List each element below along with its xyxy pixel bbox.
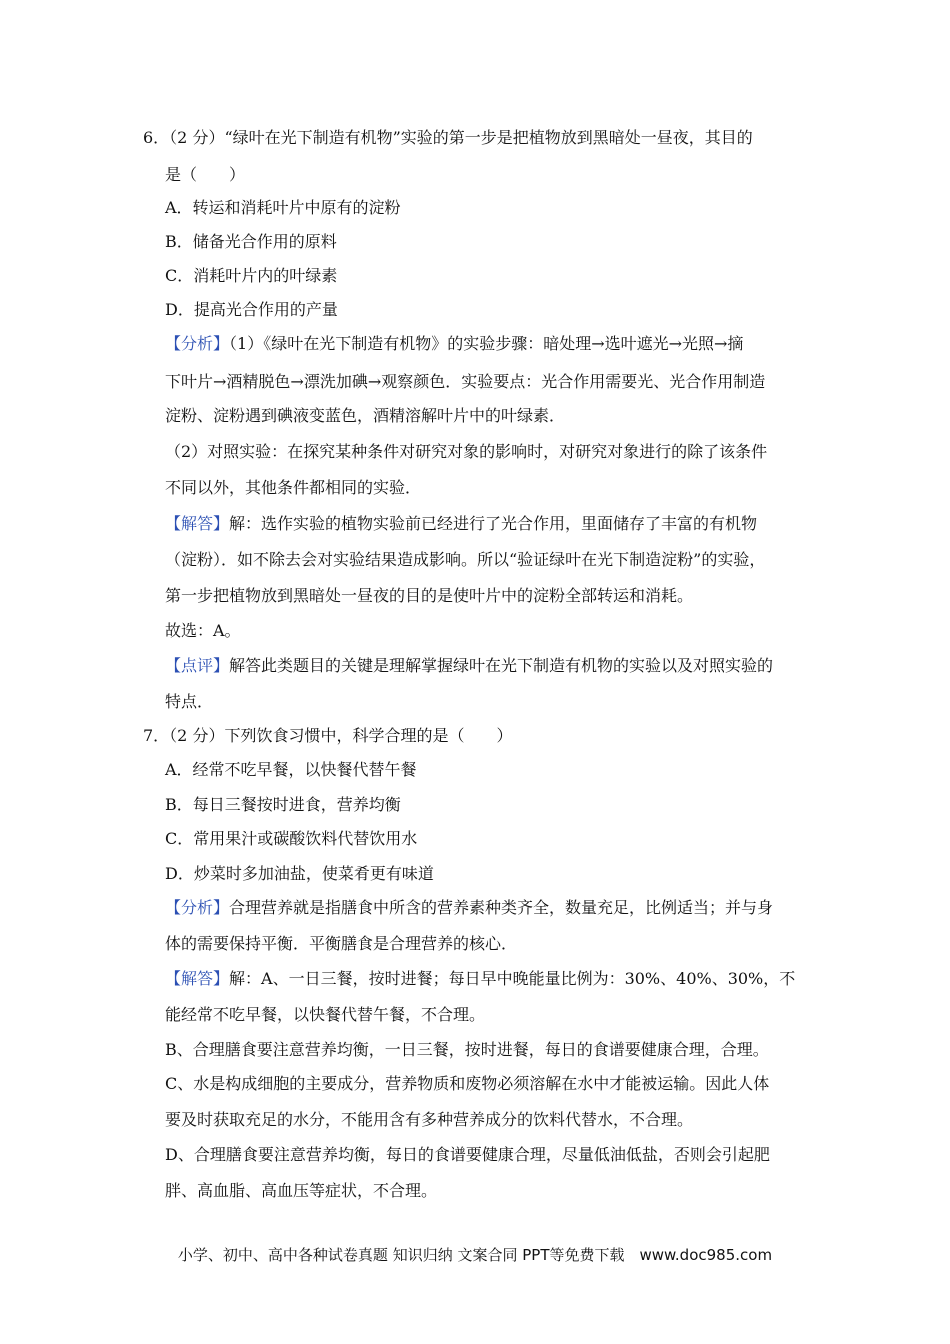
answer-tag: 【解答】 [165,969,230,988]
comment-text: 解答此类题目的关键是理解掌握绿叶在光下制造有机物的实验以及对照实验的 [229,656,774,675]
q7-answer-line3: B、合理膳食要注意营养均衡，一日三餐，按时进餐，每日的食谱要健康合理，合理。 [165,1040,769,1059]
q7-answer-line4: C、水是构成细胞的主要成分，营养物质和废物必须溶解在水中才能被运输。因此人体 [165,1074,770,1093]
analysis-tag: 【分析】 [165,898,230,917]
q7-option-b: B．每日三餐按时进食，营养均衡 [165,795,401,814]
answer-text: 解：A、一日三餐，按时进餐；每日早中晚能量比例为：30%、40%、30%，不 [229,969,796,988]
analysis-text: 合理营养就是指膳食中所含的营养素种类齐全，数量充足，比例适当；并与身 [229,898,774,917]
q6-analysis-line4: （2）对照实验：在探究某种条件对研究对象的影响时，对研究对象进行的除了该条件 [165,442,768,461]
q7-answer-line7: 胖、高血脂、高血压等症状，不合理。 [165,1181,438,1200]
q7-answer-line6: D、合理膳食要注意营养均衡，每日的食谱要健康合理，尽量低油低盐，否则会引起肥 [165,1145,770,1164]
q6-comment-line2: 特点． [165,692,214,711]
q6-stem-line1: 6．（2 分）“绿叶在光下制造有机物”实验的第一步是把植物放到黑暗处一昼夜，其目的 [143,128,753,147]
comment-tag: 【点评】 [165,656,230,675]
q6-option-a: A．转运和消耗叶片中原有的淀粉 [165,198,401,217]
analysis-text: （1）《绿叶在光下制造有机物》的实验步骤：暗处理→选叶遮光→光照→摘 [229,334,744,353]
analysis-tag: 【分析】 [165,334,230,353]
q6-comment-line1 [165,656,773,676]
q7-answer-line5: 要及时获取充足的水分，不能用含有多种营养成分的饮料代替水，不合理。 [165,1110,694,1129]
q6-option-d: D．提高光合作用的产量 [165,300,338,319]
q6-answer-line3: 第一步把植物放到黑暗处一昼夜的目的是使叶片中的淀粉全部转运和消耗。 [165,586,694,605]
q7-option-a: A．经常不吃早餐，以快餐代替午餐 [165,760,417,779]
page-footer: 小学、初中、高中各种试卷真题 知识归纳 文案合同 PPT等免费下载 www.doc985.com [177,1246,773,1264]
q6-option-b: B．储备光合作用的原料 [165,232,337,251]
answer-tag: 【解答】 [165,514,230,533]
q6-analysis-line3: 淀粉、淀粉遇到碘液变蓝色，酒精溶解叶片中的叶绿素． [165,406,566,425]
q7-stem-line1: 7．（2 分）下列饮食习惯中，科学合理的是（ ） [143,726,513,745]
q7-option-c: C．常用果汁或碳酸饮料代替饮用水 [165,829,418,848]
q7-analysis-line2: 体的需要保持平衡．平衡膳食是合理营养的核心． [165,934,518,953]
q7-answer-line2: 能经常不吃早餐，以快餐代替午餐，不合理。 [165,1005,486,1024]
q6-answer-line1 [165,514,757,534]
q6-analysis-line2: 下叶片→酒精脱色→漂洗加碘→观察颜色．实验要点：光合作用需要光、光合作用制造 [165,372,766,391]
q6-analysis-line5: 不同以外，其他条件都相同的实验． [165,478,422,497]
q6-stem-line2: 是（ ） [165,165,246,184]
q7-analysis-line1 [165,898,773,918]
q6-analysis-line1 [165,334,743,354]
q6-option-c: C．消耗叶片内的叶绿素 [165,266,338,285]
q7-answer-line1 [165,969,795,989]
q7-option-d: D．炒菜时多加油盐，使菜肴更有味道 [165,864,434,883]
q6-choice: 故选：A。 [165,621,241,640]
answer-text: 解：选作实验的植物实验前已经进行了光合作用，里面储存了丰富的有机物 [229,514,758,533]
q6-answer-line2: （淀粉）．如不除去会对实验结果造成影响。所以“验证绿叶在光下制造淀粉”的实验， [165,550,766,569]
